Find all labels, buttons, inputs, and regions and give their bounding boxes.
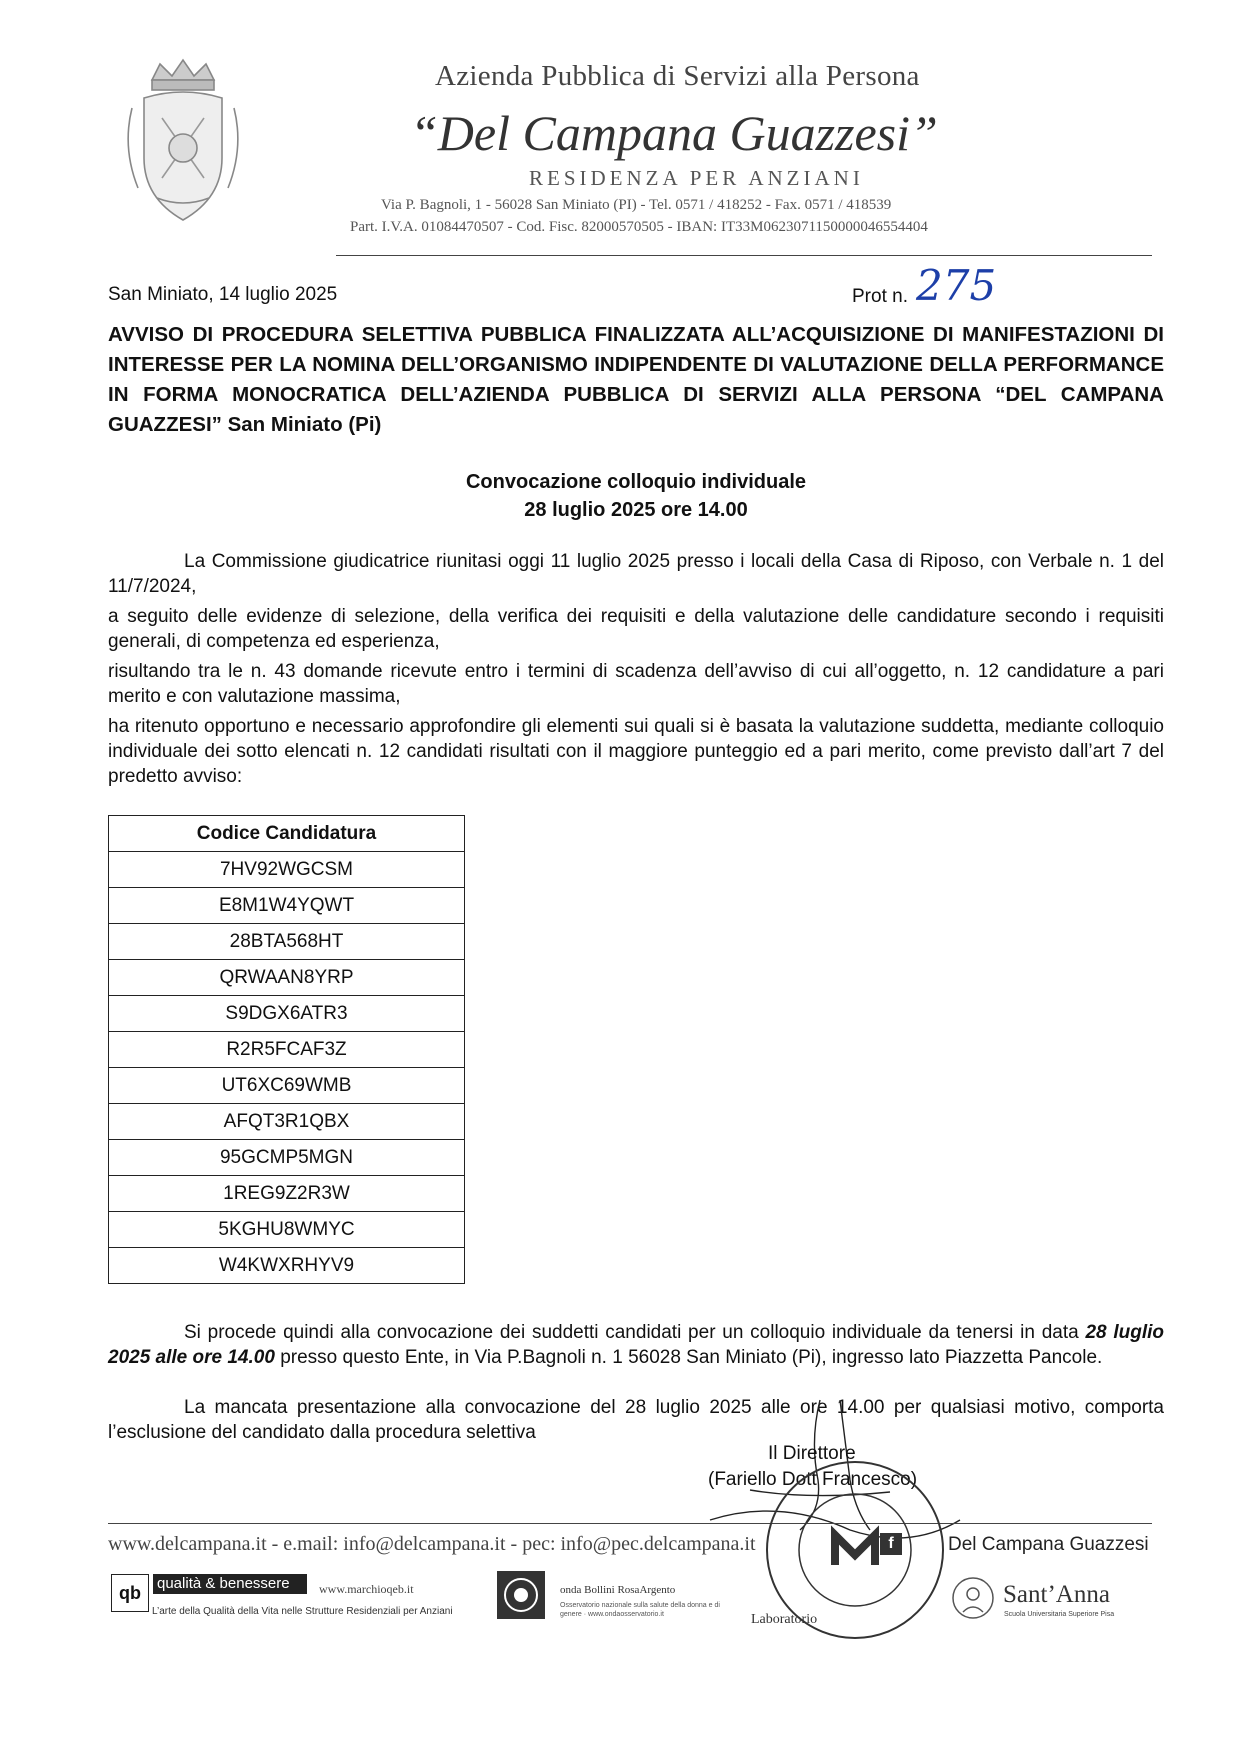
table-header-row	[109, 816, 465, 852]
table-row	[109, 1104, 465, 1140]
santanna-emblem-icon	[951, 1576, 995, 1620]
table-row	[109, 996, 465, 1032]
table-row	[109, 1032, 465, 1068]
table-row	[109, 888, 465, 924]
candidate-codes-table	[108, 815, 465, 1284]
onda-description: Osservatorio nazionale sulla salute della donna e di genere · www.ondaosservatorio.it	[560, 1602, 720, 1618]
candidate-code: 1REG9Z2R3W	[109, 1176, 465, 1212]
table-row	[109, 852, 465, 888]
table-row	[109, 1212, 465, 1248]
table-header: Codice Candidatura	[109, 816, 465, 852]
table-row	[109, 1176, 465, 1212]
table-row	[109, 960, 465, 996]
facebook-icon: f	[880, 1533, 902, 1555]
organization-name: “Del Campana Guazzesi”	[410, 105, 938, 161]
qb-url: www.marchioqeb.it	[319, 1582, 414, 1596]
santanna-name: Sant’Anna	[1003, 1581, 1110, 1608]
protocol-number-handwritten	[912, 256, 1022, 312]
footer-contacts: www.delcampana.it - e.mail: info@delcampana.it - pec: info@pec.delcampana.it	[108, 1533, 756, 1555]
candidate-code: UT6XC69WMB	[109, 1068, 465, 1104]
footer-divider	[108, 1523, 1152, 1524]
convocation-text-c: presso questo Ente, in Via P.Bagnoli n. 1 56028 San Miniato (Pi), ingresso lato Piazzetta Pancole.	[274, 1347, 1103, 1368]
address-line: Via P. Bagnoli, 1 - 56028 San Miniato (PI) - Tel. 0571 / 418252 - Fax. 0571 / 418539	[381, 197, 892, 213]
facebook-page-name: Del Campana Guazzesi	[948, 1534, 1149, 1555]
candidate-code: S9DGX6ATR3	[109, 996, 465, 1032]
signatory-role: Il Direttore	[768, 1443, 856, 1464]
place-date: San Miniato, 14 luglio 2025	[108, 284, 338, 305]
candidate-code: QRWAAN8YRP	[109, 960, 465, 996]
santanna-subtitle: Scuola Universitaria Superiore Pisa	[1004, 1611, 1115, 1618]
paragraph-evidence: a seguito delle evidenze di selezione, della verifica dei requisiti e della valutazione delle candidature secondo i requisiti generali, di competenza ed esperienza,	[108, 606, 1164, 652]
convocation-datetime-emphasis: 28 luglio 2025 alle ore 14.00	[108, 1322, 1164, 1368]
paragraph-interview: ha ritenuto opportuno e necessario approfondire gli elementi sui quali si è basata la valutazione suddetta, mediante colloquio individuale dei sotto elencati n. 12 candidati risultati con il maggiore punteggio ed a pari merito, come previsto dall’art 7 del predetto avviso:	[108, 716, 1164, 787]
convocation-title: Convocazione colloquio individuale	[465, 471, 807, 493]
organization-type: Azienda Pubblica di Servizi alla Persona	[435, 60, 920, 92]
fiscal-line: Part. I.V.A. 01084470507 - Cod. Fisc. 82000570505 - IBAN: IT33M0623071150000046554404	[350, 219, 928, 235]
table-row	[109, 1068, 465, 1104]
candidate-code: 5KGHU8WMYC	[109, 1212, 465, 1248]
candidate-code: 28BTA568HT	[109, 924, 465, 960]
onda-logo	[496, 1570, 546, 1620]
coat-of-arms-icon	[122, 58, 244, 228]
candidate-code: 95GCMP5MGN	[109, 1140, 465, 1176]
convocation-text-a: Si procede quindi alla convocazione dei suddetti candidati per un colloquio individuale da tenersi in data	[184, 1322, 1086, 1343]
convocation-datetime: 28 luglio 2025 ore 14.00	[524, 499, 748, 521]
qb-mark: qb	[111, 1574, 149, 1612]
qb-brand: qualità & benessere	[153, 1574, 307, 1594]
candidate-code: 7HV92WGCSM	[109, 852, 465, 888]
convocation-heading	[108, 468, 1164, 524]
qb-tagline: L’arte della Qualità della Vita nelle Strutture Residenziali per Anziani	[152, 1606, 453, 1617]
table-row	[109, 1248, 465, 1284]
candidate-code: E8M1W4YQWT	[109, 888, 465, 924]
table-row	[109, 1140, 465, 1176]
onda-name: onda Bollini RosaArgento	[560, 1584, 676, 1596]
candidate-code: AFQT3R1QBX	[109, 1104, 465, 1140]
candidate-code: W4KWXRHYV9	[109, 1248, 465, 1284]
organization-subtitle: RESIDENZA PER ANZIANI	[529, 166, 864, 190]
protocol-label: Prot n.	[852, 286, 908, 307]
laboratory-label: Laboratorio	[751, 1612, 818, 1627]
paragraph-commission: La Commissione giudicatrice riunitasi oggi 11 luglio 2025 presso i locali della Casa di Riposo, con Verbale n. 1 del 11/7/2024,	[108, 551, 1164, 597]
paragraph-convocation	[108, 1320, 1164, 1370]
paragraph-exclusion: La mancata presentazione alla convocazione del 28 luglio 2025 alle ore 14.00 per qualsiasi motivo, comporta l’esclusione del candidato dalla procedura selettiva	[108, 1397, 1164, 1443]
signatory-name: (Fariello Dott Francesco)	[708, 1469, 918, 1490]
table-row	[109, 924, 465, 960]
notice-subject: AVVISO DI PROCEDURA SELETTIVA PUBBLICA FINALIZZATA ALL’ACQUISIZIONE DI MANIFESTAZIONI DI INTERESSE PER LA NOMINA DELL’ORGANISMO INDIPENDENTE DI VALUTAZIONE DELLA PERFORMANCE IN FORMA MONOCRATICA DELL’AZIENDA PUBBLICA DI SERVIZI ALLA PERSONA “DEL CAMPANA GUAZZESI” San Miniato (Pi)	[108, 323, 1164, 436]
header-divider	[336, 255, 1152, 256]
candidate-code: R2R5FCAF3Z	[109, 1032, 465, 1068]
svg-text:275: 275	[916, 261, 997, 310]
paragraph-applications: risultando tra le n. 43 domande ricevute entro i termini di scadenza dell’avviso di cui all’oggetto, n. 12 candidature a pari merito e con valutazione massima,	[108, 661, 1164, 707]
